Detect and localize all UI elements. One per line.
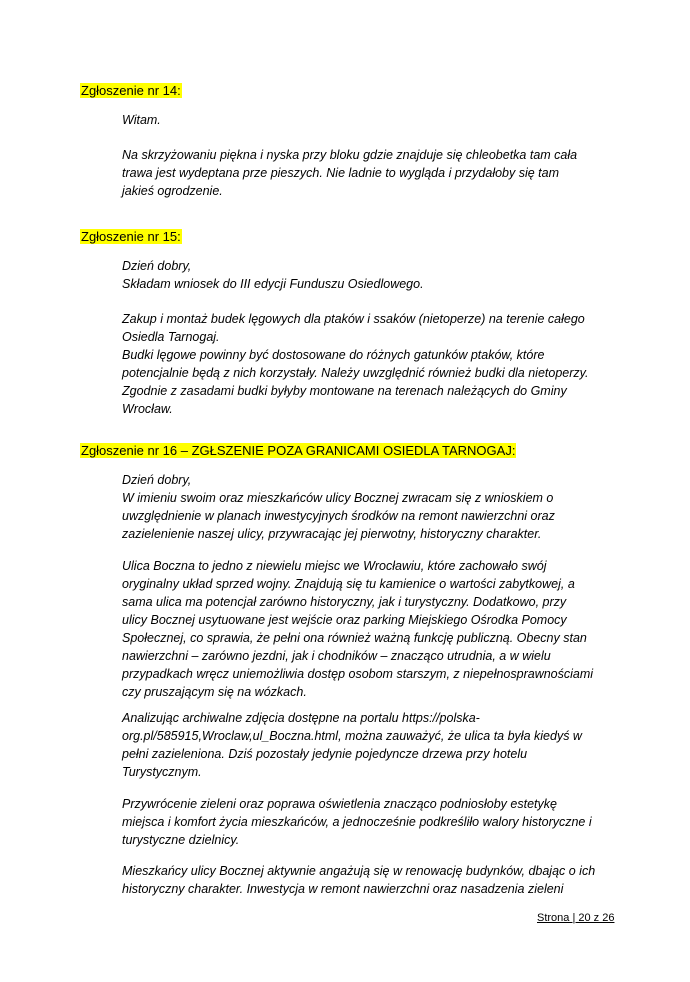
text-line: Wrocław. <box>122 402 173 416</box>
text-line: Ulica Boczna to jedno z niewielu miejsc we Wrocławiu, które zachowało swój <box>122 559 547 573</box>
section-16-paragraph-3 <box>122 709 622 781</box>
text-line: jakieś ogrodzenie. <box>122 184 223 198</box>
section-14-paragraph-1 <box>122 111 622 129</box>
text-line: zazielenienie naszej ulicy, przywracając jej pierwotny, historyczny charakter. <box>122 527 542 541</box>
section-15-heading-text: Zgłoszenie nr 15: <box>81 229 181 244</box>
text-line: Osiedla Tarnogaj. <box>122 330 220 344</box>
text-line: Mieszkańcy ulicy Bocznej aktywnie angażują się w renowację budynków, dbając o ich <box>122 864 596 878</box>
text-line: Analizując archiwalne zdjęcia dostępne na portalu https://polska- <box>122 711 480 725</box>
text-line: nawierzchni – zarówno jezdni, jak i chodników – znacząco utrudnia, a w wielu <box>122 649 551 663</box>
section-15-heading <box>80 228 182 246</box>
text-line: czy pruszającym się na wózkach. <box>122 685 307 699</box>
text-line: turystyczne dzielnicy. <box>122 833 240 847</box>
text-line: Na skrzyżowaniu piękna i nyska przy bloku gdzie znajduje się chleobetka tam cała <box>122 148 578 162</box>
page-number-footer: Strona | 20 z 26 <box>537 912 615 924</box>
text-line: ulicy Bocznej usytuowane jest wejście oraz parking Miejskiego Ośrodka Pomocy <box>122 613 567 627</box>
text-line: Składam wniosek do III edycji Funduszu Osiedlowego. <box>122 277 424 291</box>
text-line: Zakup i montaż budek lęgowych dla ptaków i ssaków (nietoperze) na terenie całego <box>122 312 585 326</box>
section-15-paragraph-1 <box>122 257 622 293</box>
text-line: trawa jest wydeptana prze pieszych. Nie ladnie to wygląda i przydałoby się tam <box>122 166 560 180</box>
text-line: Społecznej, co sprawia, że pełni ona również ważną funkcję publiczną. Obecny stan <box>122 631 587 645</box>
section-16-heading <box>80 442 516 460</box>
text-line: org.pl/585915,Wroclaw,ul_Boczna.html, można zauważyć, że ulica ta była kiedyś w <box>122 729 582 743</box>
section-16-paragraph-5 <box>122 862 622 898</box>
section-14-heading <box>80 82 182 100</box>
text-line: sama ulica ma potencjał zarówno historyczny, jak i turystyczny. Dodatkowo, przy <box>122 595 567 609</box>
text-line: pełni zazieleniona. Dziś pozostały jedynie pojedyncze drzewa przy hotelu <box>122 747 528 761</box>
section-16-paragraph-4 <box>122 795 622 849</box>
section-16-paragraph-2 <box>122 557 622 701</box>
text-line: Dzień dobry, <box>122 473 192 487</box>
text-line: W imieniu swoim oraz mieszkańców ulicy Bocznej zwracam się z wnioskiem o <box>122 491 554 505</box>
text-line: Budki lęgowe powinny być dostosowane do różnych gatunków ptaków, które <box>122 348 545 362</box>
section-15-paragraph-2 <box>122 310 622 418</box>
text-line: Przywrócenie zieleni oraz poprawa oświetlenia znacząco podniosłoby estetykę <box>122 797 557 811</box>
section-16-heading-text: Zgłoszenie nr 16 – ZGŁSZENIE POZA GRANICAMI OSIEDLA TARNOGAJ: <box>81 443 516 458</box>
text-line: Zgodnie z zasadami budki byłyby montowane na terenach należących do Gminy <box>122 384 567 398</box>
text-line: Dzień dobry, <box>122 259 192 273</box>
section-14-heading-text: Zgłoszenie nr 14: <box>81 83 181 98</box>
section-14-paragraph-2 <box>122 146 622 200</box>
text-line: Turystycznym. <box>122 765 202 779</box>
text-line: miejsca i komfort życia mieszkańców, a jednocześnie podkreśliło walory historyczne i <box>122 815 592 829</box>
text-line: przypadkach wręcz uniemożliwia dostęp osobom starszym, z niepełnosprawnościami <box>122 667 594 681</box>
text-line: potencjalnie będą z nich korzystały. Należy uwzględnić również budki dla nietoperzy. <box>122 366 589 380</box>
section-16-paragraph-1 <box>122 471 622 543</box>
text-line: Witam. <box>122 113 161 127</box>
text-line: oryginalny układ sprzed wojny. Znajdują się tu kamienice o wartości zabytkowej, a <box>122 577 575 591</box>
text-line: historyczny charakter. Inwestycja w remont nawierzchni oraz nasadzenia zieleni <box>122 882 564 896</box>
text-line: uwzględnienie w planach inwestycyjnych środków na remont nawierzchni oraz <box>122 509 555 523</box>
